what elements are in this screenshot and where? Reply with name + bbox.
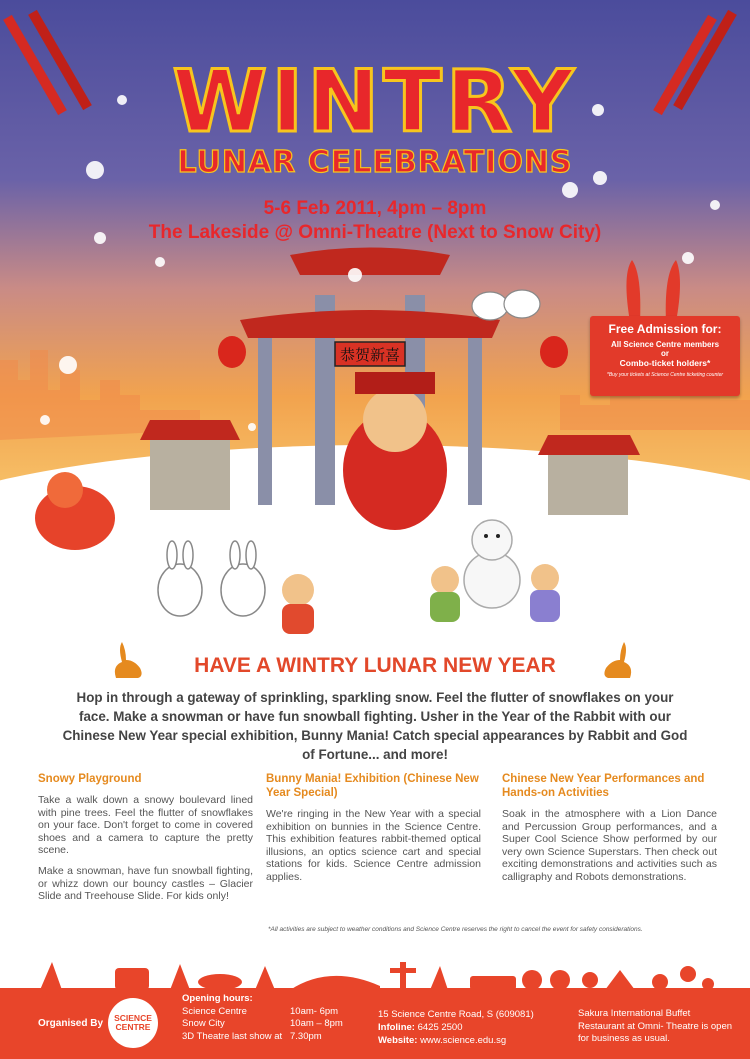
lantern-left bbox=[218, 336, 246, 368]
column-title: Bunny Mania! Exhibition (Chinese New Year Special) bbox=[266, 773, 479, 799]
hours-row bbox=[182, 1031, 343, 1044]
rabbit-ears-icon bbox=[618, 254, 688, 324]
column-paragraph: Soak in the atmosphere with a Lion Dance and Percussion Group performances, and a Super Cool Science Show performed by our very own Science Superstars. Then check out exciting demonstrations and activities such as calligraphy and Robots demonstrations. bbox=[502, 808, 717, 883]
opening-hours bbox=[182, 993, 343, 1043]
column-paragraph: We're ringing in the New Year with a special exhibition on bunnies in the Science Centre. This exhibition features rabbit-themed optical illusions, an optics science cart and special stations for kids. Science Centre admission applies. bbox=[266, 808, 481, 883]
website-link[interactable]: www.science.edu.sg bbox=[420, 1035, 507, 1046]
event-venue: The Lakeside @ Omni-Theatre (Next to Snow City) bbox=[148, 222, 602, 243]
intro-paragraph: Hop in through a gateway of sprinkling, sparkling snow. Feel the flutter of snowflakes on your face. Make a snowman or have fun snowball fighting. Usher in the Year of the Rabbit with our Chinese New Year special exhibition, Bunny Mania! Catch special appearances by Rabbit and God of Fortune... and more! bbox=[62, 690, 688, 762]
hours-time: 7.30pm bbox=[290, 1030, 322, 1042]
infoline-label: Infoline: bbox=[378, 1022, 415, 1033]
column-title: Chinese New Year Performances and Hands-on Activities bbox=[502, 773, 705, 799]
website-label: Website: bbox=[378, 1035, 418, 1046]
infoline-number: 6425 2500 bbox=[417, 1022, 463, 1033]
column-title: Snowy Playground bbox=[38, 773, 142, 785]
hours-place: Science Centre bbox=[182, 1005, 247, 1017]
footer bbox=[0, 988, 750, 1059]
hours-row bbox=[182, 1018, 343, 1031]
gate-sign-text: 恭贺新喜 bbox=[339, 346, 401, 364]
contact-info bbox=[378, 1008, 534, 1047]
free-admission-badge bbox=[590, 316, 740, 396]
website bbox=[378, 1034, 534, 1047]
column-snowy-playground bbox=[38, 772, 253, 911]
lantern-right bbox=[540, 336, 568, 368]
opening-hours-title: Opening hours: bbox=[182, 993, 253, 1004]
column-bunny-mania bbox=[266, 772, 481, 892]
admission-or: or bbox=[661, 349, 669, 358]
headline: HAVE A WINTRY LUNAR NEW YEAR bbox=[194, 654, 556, 677]
hours-time: 10am- 6pm bbox=[290, 1005, 339, 1017]
disclaimer: *All activities are subject to weather conditions and Science Centre reserves the right to cancel the event for safety considerations. bbox=[268, 926, 643, 933]
admission-combo: Combo-ticket holders* bbox=[619, 358, 711, 368]
admission-members: All Science Centre members bbox=[610, 340, 720, 349]
column-performances bbox=[502, 772, 717, 892]
column-paragraph: Make a snowman, have fun snowball fighting, or whizz down our bouncy castles – Glacier Slide and Treehouse Slide. For kids only! bbox=[38, 864, 253, 903]
hours-place: Snow City bbox=[182, 1018, 225, 1029]
buffet-notice: Sakura International Buffet Restaurant at Omni- Theatre is open for business as usual. bbox=[578, 1008, 733, 1044]
organised-by-label: Organised By bbox=[38, 1018, 104, 1029]
science-silhouette-strip bbox=[0, 956, 750, 990]
hours-time: 10am – 8pm bbox=[290, 1018, 343, 1029]
title-wintry: WINTRY bbox=[172, 52, 578, 152]
admission-note: *Buy your tickets at Science Centre ticketing counter bbox=[606, 372, 724, 378]
hours-place: 3D Theatre last show at bbox=[182, 1030, 283, 1042]
child-figure bbox=[282, 574, 314, 606]
column-paragraph: Take a walk down a snowy boulevard lined with pine trees. Feel the flutter of snowflakes on your face. Don't forget to come in covered shoes and a camera to capture the pretty scene. bbox=[38, 794, 253, 857]
hours-row bbox=[182, 1006, 343, 1019]
title-lunar-celebrations: LUNAR CELEBRATIONS bbox=[177, 145, 573, 180]
snowman bbox=[464, 520, 520, 608]
admission-title: Free Admission for: bbox=[608, 322, 722, 336]
infoline bbox=[378, 1021, 534, 1034]
science-centre-logo: SCIENCE CENTRE bbox=[108, 998, 158, 1048]
event-date-time: 5-6 Feb 2011, 4pm – 8pm bbox=[263, 198, 487, 219]
address: 15 Science Centre Road, S (609081) bbox=[378, 1009, 534, 1020]
